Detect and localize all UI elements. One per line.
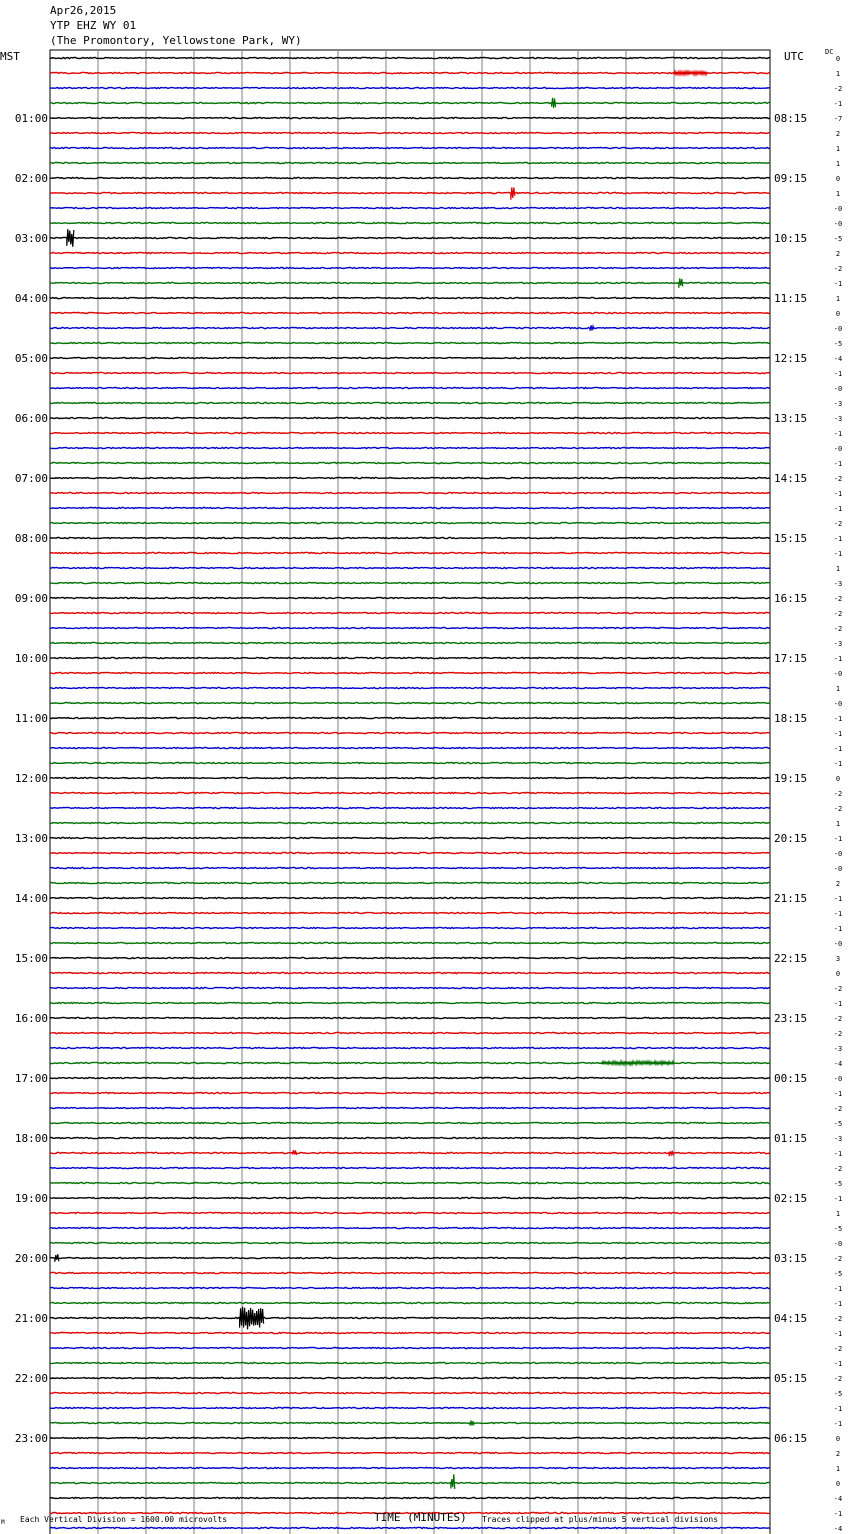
dc-offset-label: 1 [835, 1465, 841, 1473]
trace-line [50, 897, 770, 898]
dc-offset-label: -1 [833, 1405, 843, 1413]
right-hour-label: 16:15 [774, 592, 808, 605]
trace-line [50, 147, 770, 148]
right-hour-label: 18:15 [774, 712, 808, 725]
dc-offset-label: -1 [833, 535, 843, 543]
left-hour-label: 11:00 [14, 712, 48, 725]
right-hour-label: 06:15 [774, 1432, 808, 1445]
right-hour-label: 11:15 [774, 292, 808, 305]
trace-line [50, 717, 770, 718]
dc-offset-label: -1 [833, 1285, 843, 1293]
right-hour-label: 20:15 [774, 832, 808, 845]
dc-offset-label: -3 [833, 580, 843, 588]
left-hour-label: 18:00 [14, 1132, 48, 1145]
dc-offset-label: 1 [835, 295, 841, 303]
dc-offset-label: 1 [835, 565, 841, 573]
dc-offset-label: -1 [833, 1000, 843, 1008]
left-hour-label: 13:00 [14, 832, 48, 845]
trace-line [50, 1482, 770, 1483]
location-label: (The Promontory, Yellowstone Park, WY) [50, 34, 302, 47]
dc-offset-label: 2 [835, 130, 841, 138]
axis-labels [15, 55, 842, 1534]
dc-offset-label: -3 [833, 415, 843, 423]
dc-offset-label: -5 [833, 1225, 843, 1233]
trace-line [50, 402, 770, 403]
dc-offset-label: -1 [833, 1090, 843, 1098]
dc-offset-label: -3 [833, 400, 843, 408]
dc-offset-label: -5 [833, 1390, 843, 1398]
trace-line [50, 1272, 770, 1273]
left-hour-label: 03:00 [14, 232, 48, 245]
right-hour-label: 08:15 [774, 112, 808, 125]
right-hour-label: 10:15 [774, 232, 808, 245]
trace-line [50, 567, 770, 568]
dc-offset-label: -3 [833, 1045, 843, 1053]
seismic-event [240, 1307, 264, 1330]
left-hour-label: 20:00 [14, 1252, 48, 1265]
clip-note: Traces clipped at plus/minus 5 vertical divisions [482, 1515, 719, 1524]
dc-offset-label: -2 [833, 1255, 843, 1263]
seismic-event [451, 1474, 455, 1489]
seismic-event [552, 98, 556, 108]
right-hour-label: 21:15 [774, 892, 808, 905]
dc-offset-label: 0 [835, 1435, 841, 1443]
trace-line [50, 852, 770, 853]
trace-line [50, 1122, 770, 1123]
trace-line [50, 597, 770, 598]
trace-line [50, 552, 770, 553]
dc-offset-label: -1 [833, 1195, 843, 1203]
right-hour-label: 04:15 [774, 1312, 808, 1325]
left-hour-label: 19:00 [14, 1192, 48, 1205]
trace-line [50, 1002, 770, 1003]
trace-line [50, 957, 770, 958]
trace-line [50, 1392, 770, 1393]
trace-line [50, 867, 770, 868]
trace-line [50, 1497, 770, 1498]
seismic-event [511, 187, 515, 200]
dc-offset-label: -0 [833, 865, 843, 873]
trace-line [50, 192, 770, 193]
trace-line [50, 777, 770, 778]
trace-line [50, 1032, 770, 1033]
left-hour-label: 09:00 [14, 592, 48, 605]
dc-offset-label: -2 [833, 985, 843, 993]
left-hour-label: 05:00 [14, 352, 48, 365]
trace-line [50, 492, 770, 493]
dc-offset-label: -1 [833, 835, 843, 843]
trace-line [50, 837, 770, 838]
trace-line [50, 762, 770, 763]
dc-offset-label: -1 [833, 100, 843, 108]
seismic-event [674, 71, 707, 75]
dc-offset-label: -2 [833, 1015, 843, 1023]
trace-line [50, 1287, 770, 1288]
dc-offset-label: -3 [833, 640, 843, 648]
dc-offset-label: -7 [833, 115, 843, 123]
trace-line [50, 507, 770, 508]
dc-offset-label: -5 [833, 340, 843, 348]
dc-offset-label: -1 [833, 730, 843, 738]
left-timezone-label: MST [0, 50, 20, 63]
scale-note: Each Vertical Division = 1600.00 microvolts [20, 1515, 228, 1524]
trace-line [50, 102, 770, 103]
dc-offset-label: 2 [835, 250, 841, 258]
trace-line [50, 1302, 770, 1303]
dc-offset-label: 2 [835, 880, 841, 888]
trace-line [50, 1167, 770, 1168]
dc-offset-label: -2 [833, 625, 843, 633]
trace-line [50, 372, 770, 373]
dc-offset-label: -2 [833, 85, 843, 93]
right-hour-label: 22:15 [774, 952, 808, 965]
dc-offset-label: -4 [833, 1060, 843, 1068]
dc-offset-label: -0 [833, 940, 843, 948]
dc-offset-label: -1 [833, 655, 843, 663]
trace-line [50, 882, 770, 883]
left-hour-label: 07:00 [14, 472, 48, 485]
trace-line [50, 432, 770, 433]
trace-line [50, 747, 770, 748]
right-hour-label: 17:15 [774, 652, 808, 665]
trace-line [50, 1182, 770, 1183]
dc-offset-label: -2 [833, 1345, 843, 1353]
dc-offset-label: -1 [833, 895, 843, 903]
dc-offset-label: -0 [833, 670, 843, 678]
dc-offset-label: -5 [833, 1270, 843, 1278]
trace-line [50, 672, 770, 673]
trace-line [50, 252, 770, 253]
dc-offset-label: -2 [833, 790, 843, 798]
trace-line [50, 162, 770, 163]
trace-line [50, 1242, 770, 1243]
trace-line [50, 1257, 770, 1258]
seismic-event [292, 1150, 296, 1155]
trace-line [50, 477, 770, 478]
dc-offset-label: 0 [835, 175, 841, 183]
trace-line [50, 177, 770, 178]
trace-line [50, 1137, 770, 1138]
trace-line [50, 1467, 770, 1468]
dc-offset-label: -1 [833, 505, 843, 513]
trace-line [50, 1017, 770, 1018]
dc-offset-label: 0 [835, 310, 841, 318]
dc-header-label: DC [825, 48, 834, 56]
trace-line [50, 822, 770, 823]
seismic-event [470, 1421, 474, 1426]
dc-offset-label: -4 [833, 1525, 843, 1533]
trace-line [50, 447, 770, 448]
dc-offset-label: -1 [833, 715, 843, 723]
trace-line [50, 387, 770, 388]
dc-offset-label: -3 [833, 1135, 843, 1143]
right-timezone-label: UTC [784, 50, 804, 63]
trace-line [50, 1107, 770, 1108]
trace-line [50, 927, 770, 928]
trace-line [50, 357, 770, 358]
right-hour-label: 13:15 [774, 412, 808, 425]
trace-line [50, 207, 770, 208]
trace-line [50, 1047, 770, 1048]
right-hour-label: 03:15 [774, 1252, 808, 1265]
trace-line [50, 792, 770, 793]
dc-offset-label: -0 [833, 700, 843, 708]
dc-offset-label: -5 [833, 1120, 843, 1128]
trace-line [50, 732, 770, 733]
trace-line [50, 522, 770, 523]
dc-offset-label: -2 [833, 265, 843, 273]
trace-line [50, 267, 770, 268]
left-hour-label: 08:00 [14, 532, 48, 545]
trace-line [50, 1452, 770, 1453]
trace-line [50, 1227, 770, 1228]
left-hour-label: 21:00 [14, 1312, 48, 1325]
trace-line [50, 987, 770, 988]
trace-line [50, 612, 770, 613]
right-hour-label: 09:15 [774, 172, 808, 185]
right-hour-label: 14:15 [774, 472, 808, 485]
trace-line [50, 807, 770, 808]
trace-line [50, 417, 770, 418]
trace-line [50, 1437, 770, 1438]
dc-offset-label: 1 [835, 190, 841, 198]
seismic-event [67, 229, 74, 247]
dc-offset-label: -2 [833, 1105, 843, 1113]
dc-offset-label: -0 [833, 385, 843, 393]
dc-offset-label: -1 [833, 550, 843, 558]
trace-line [50, 627, 770, 628]
dc-offset-label: 0 [835, 970, 841, 978]
dc-offset-label: -1 [833, 1330, 843, 1338]
dc-offset-label: -2 [833, 610, 843, 618]
trace-line [50, 297, 770, 298]
dc-offset-label: -1 [833, 925, 843, 933]
left-hour-label: 22:00 [14, 1372, 48, 1385]
trace-line [50, 1077, 770, 1078]
trace-line [50, 942, 770, 943]
trace-line [50, 657, 770, 658]
trace-line [50, 1092, 770, 1093]
left-hour-label: 12:00 [14, 772, 48, 785]
trace-line [50, 1527, 770, 1528]
left-hour-label: 06:00 [14, 412, 48, 425]
dc-offset-label: -2 [833, 1315, 843, 1323]
left-hour-label: 02:00 [14, 172, 48, 185]
seismic-event [590, 325, 594, 331]
trace-line [50, 1197, 770, 1198]
trace-line [50, 1212, 770, 1213]
dc-offset-label: -2 [833, 805, 843, 813]
dc-offset-label: -2 [833, 1030, 843, 1038]
trace-line [50, 642, 770, 643]
dc-offset-label: 1 [835, 145, 841, 153]
dc-offset-label: -4 [833, 1495, 843, 1503]
trace-line [50, 282, 770, 283]
right-hour-label: 19:15 [774, 772, 808, 785]
left-hour-label: 14:00 [14, 892, 48, 905]
trace-line [50, 462, 770, 463]
dc-offset-label: 0 [835, 55, 841, 63]
seismic-event [55, 1254, 59, 1262]
dc-offset-label: -4 [833, 355, 843, 363]
seismic-event [679, 278, 683, 288]
dc-offset-label: -1 [833, 370, 843, 378]
trace-line [50, 1332, 770, 1333]
dc-offset-label: -2 [833, 475, 843, 483]
date-label: Apr26,2015 [50, 4, 117, 17]
left-hour-label: 23:00 [14, 1432, 48, 1445]
dc-offset-label: 1 [835, 1210, 841, 1218]
trace-line [50, 1317, 770, 1318]
right-hour-label: 01:15 [774, 1132, 808, 1145]
left-hour-label: 16:00 [14, 1012, 48, 1025]
dc-offset-label: -0 [833, 850, 843, 858]
right-hour-label: 02:15 [774, 1192, 808, 1205]
dc-offset-label: -5 [833, 235, 843, 243]
dc-offset-label: 1 [835, 160, 841, 168]
grid-lines [50, 50, 770, 1534]
left-hour-label: 01:00 [14, 112, 48, 125]
left-hour-label: 17:00 [14, 1072, 48, 1085]
dc-offset-label: 1 [835, 685, 841, 693]
dc-offset-label: -1 [833, 760, 843, 768]
seismic-event [602, 1061, 674, 1065]
trace-line [50, 72, 770, 73]
dc-offset-label: -0 [833, 205, 843, 213]
dc-offset-label: -0 [833, 325, 843, 333]
dc-offset-label: -1 [833, 1300, 843, 1308]
dc-offset-label: 0 [835, 1480, 841, 1488]
trace-line [50, 1152, 770, 1153]
trace-line [50, 582, 770, 583]
trace-line [50, 702, 770, 703]
trace-line [50, 87, 770, 88]
trace-line [50, 972, 770, 973]
dc-offset-label: -1 [833, 490, 843, 498]
trace-line [50, 117, 770, 118]
dc-offset-label: -0 [833, 445, 843, 453]
dc-offset-label: 1 [835, 70, 841, 78]
dc-offset-label: -1 [833, 460, 843, 468]
right-hour-label: 15:15 [774, 532, 808, 545]
dc-offset-label: 0 [835, 775, 841, 783]
trace-line [50, 327, 770, 328]
seismic-event [669, 1151, 673, 1156]
trace-line [50, 1347, 770, 1348]
station-label: YTP EHZ WY 01 [50, 19, 137, 32]
dc-offset-label: -2 [833, 1165, 843, 1173]
plot-frame [50, 50, 770, 1534]
dc-offset-label: -1 [833, 280, 843, 288]
dc-offset-label: -1 [833, 745, 843, 753]
logo-mark: M [1, 1519, 5, 1526]
x-axis-title: TIME (MINUTES) [374, 1511, 467, 1524]
right-hour-label: 05:15 [774, 1372, 808, 1385]
dc-offset-label: -2 [833, 520, 843, 528]
dc-offset-label: -0 [833, 1240, 843, 1248]
trace-line [50, 537, 770, 538]
dc-offset-label: -1 [833, 1360, 843, 1368]
dc-offset-label: -0 [833, 220, 843, 228]
dc-offset-label: -2 [833, 1375, 843, 1383]
trace-line [50, 222, 770, 223]
traces [50, 57, 770, 1528]
dc-offset-label: 1 [835, 820, 841, 828]
left-hour-label: 10:00 [14, 652, 48, 665]
dc-offset-label: -1 [833, 430, 843, 438]
dc-offset-label: 2 [835, 1450, 841, 1458]
dc-offset-label: -0 [833, 1075, 843, 1083]
trace-line [50, 1362, 770, 1363]
trace-line [50, 342, 770, 343]
trace-line [50, 687, 770, 688]
dc-offset-label: -2 [833, 595, 843, 603]
dc-offset-label: -1 [833, 1510, 843, 1518]
trace-line [50, 237, 770, 238]
trace-line [50, 312, 770, 313]
dc-offset-label: 3 [835, 955, 841, 963]
left-hour-label: 04:00 [14, 292, 48, 305]
trace-line [50, 57, 770, 58]
right-hour-label: 00:15 [774, 1072, 808, 1085]
right-hour-label: 12:15 [774, 352, 808, 365]
trace-line [50, 1422, 770, 1423]
dc-offset-label: -1 [833, 910, 843, 918]
dc-offset-label: -1 [833, 1420, 843, 1428]
trace-line [50, 912, 770, 913]
trace-line [50, 1377, 770, 1378]
trace-line [50, 1407, 770, 1408]
right-hour-label: 23:15 [774, 1012, 808, 1025]
dc-offset-label: -1 [833, 1150, 843, 1158]
left-hour-label: 15:00 [14, 952, 48, 965]
dc-offset-label: -5 [833, 1180, 843, 1188]
trace-line [50, 132, 770, 133]
